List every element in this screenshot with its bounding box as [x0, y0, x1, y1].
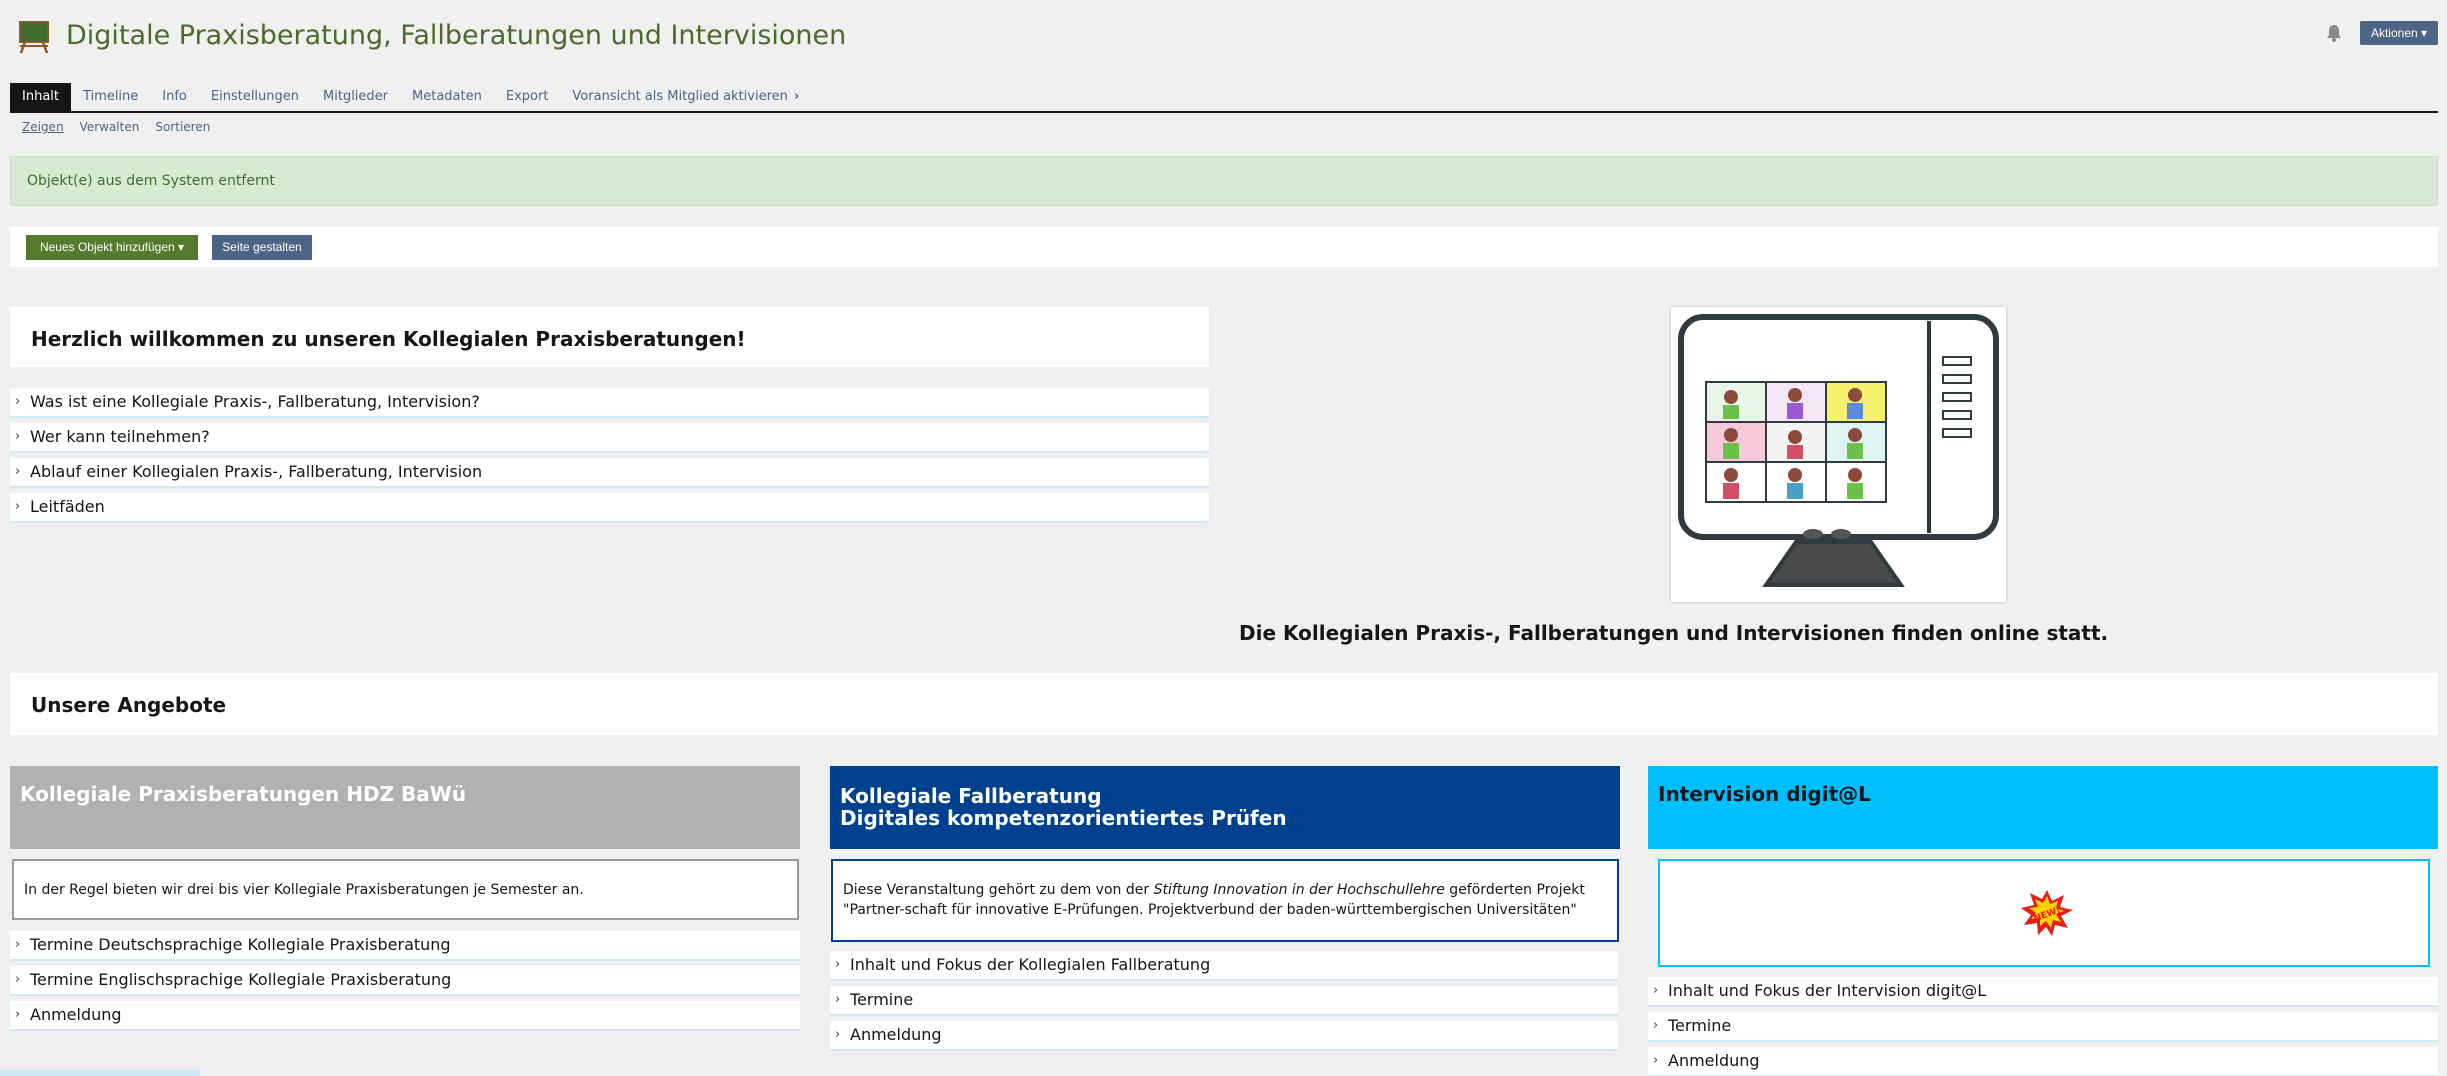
classroom-icon — [17, 20, 51, 54]
accordion-label: Anmeldung — [1668, 1051, 1760, 1070]
accordion-item[interactable] — [1648, 977, 2438, 1007]
monitor-drawing — [1671, 307, 2006, 602]
welcome-title: Herzlich willkommen zu unseren Kollegialen Praxisberatungen! — [31, 327, 746, 351]
design-page-button[interactable]: Seite gestalten — [212, 235, 312, 260]
chevron-right-icon: › — [835, 1027, 841, 1042]
accordion-item[interactable] — [1648, 1047, 2438, 1076]
chevron-right-icon: › — [15, 394, 21, 409]
tab-timeline[interactable]: Timeline — [83, 89, 139, 104]
chevron-right-icon: › — [835, 957, 841, 972]
chevron-right-icon: › — [1653, 983, 1659, 998]
accordion-item[interactable] — [10, 493, 1209, 523]
accordion-item[interactable] — [1648, 1012, 2438, 1042]
add-new-object-button[interactable]: Neues Objekt hinzufügen ▾ — [26, 235, 198, 260]
accordion-label: Termine — [850, 990, 914, 1009]
accordion-label: Termine — [1668, 1016, 1732, 1035]
actions-dropdown-button[interactable]: Aktionen ▾ — [2360, 21, 2438, 45]
offer-heading-line: Kollegiale Fallberatung — [840, 784, 1102, 808]
tab-export[interactable]: Export — [505, 89, 549, 104]
tab-einstellungen[interactable]: Einstellungen — [210, 89, 300, 104]
online-meeting-illustration — [1671, 307, 2006, 602]
chevron-right-icon: › — [1653, 1018, 1659, 1033]
chevron-right-icon: › — [15, 429, 21, 444]
chevron-right-icon: › — [15, 464, 21, 479]
description-text: Diese Veranstaltung gehört zu dem von der — [843, 882, 1154, 898]
chevron-right-icon: › — [15, 972, 21, 987]
accordion-label: Anmeldung — [30, 1005, 122, 1024]
chevron-right-icon: › — [15, 937, 21, 952]
page-title: Digitale Praxisberatung, Fallberatungen und Intervisionen — [66, 20, 847, 51]
welcome-block — [10, 307, 1209, 367]
offer-description: In der Regel bieten wir drei bis vier Kollegiale Praxisberatungen je Semester an. — [12, 859, 799, 920]
new-badge-box — [1658, 859, 2430, 967]
accordion-label: Wer kann teilnehmen? — [30, 427, 210, 446]
main-tabs — [10, 83, 2438, 113]
tab-mitglieder[interactable]: Mitglieder — [323, 89, 389, 104]
tab-voransicht-label: Voransicht als Mitglied aktivieren — [572, 89, 788, 104]
accordion-label: Ablauf einer Kollegialen Praxis-, Fallberatung, Intervision — [30, 462, 483, 481]
offer-heading-line: Digitales kompetenzorientiertes Prüfen — [840, 806, 1287, 830]
accordion-label: Termine Englischsprachige Kollegiale Praxisberatung — [30, 970, 452, 989]
accordion-item[interactable] — [830, 951, 1618, 981]
chevron-right-icon: › — [15, 499, 21, 514]
accordion-label: Leitfäden — [30, 497, 105, 516]
horizontal-scrollbar[interactable] — [0, 1070, 200, 1076]
illustration-caption: Die Kollegialen Praxis-, Fallberatungen und Intervisionen finden online statt. — [1239, 621, 2109, 645]
success-message: Objekt(e) aus dem System entfernt — [10, 156, 2438, 206]
offer-description — [831, 859, 1619, 942]
offer-heading-intervision — [1648, 766, 2438, 849]
tab-inhalt[interactable]: Inhalt — [10, 83, 71, 111]
header — [0, 0, 2447, 80]
chevron-right-icon: › — [835, 992, 841, 1007]
offer-heading-fallberatung — [830, 766, 1620, 849]
toolbar — [10, 227, 2438, 267]
bell-icon[interactable] — [2326, 24, 2342, 42]
accordion-item[interactable] — [830, 1021, 1618, 1051]
offer-heading-line: Intervision digit@L — [1658, 782, 1871, 806]
tab-metadaten[interactable]: Metadaten — [412, 89, 482, 104]
tab-info[interactable]: Info — [162, 89, 187, 104]
offer-heading-line: Kollegiale Praxisberatungen HDZ BaWü — [20, 782, 467, 806]
offer-heading-praxisberatungen — [10, 766, 800, 849]
accordion-label: Termine Deutschsprachige Kollegiale Praxisberatung — [30, 935, 451, 954]
accordion-label: Inhalt und Fokus der Kollegialen Fallberatung — [850, 955, 1211, 974]
chevron-right-icon: › — [1653, 1053, 1659, 1068]
new-badge-text: NEW! — [2032, 905, 2063, 925]
accordion-label: Anmeldung — [850, 1025, 942, 1044]
accordion-item[interactable] — [830, 986, 1618, 1016]
subtab-sortieren[interactable]: Sortieren — [155, 120, 211, 134]
accordion-label: Was ist eine Kollegiale Praxis-, Fallberatung, Intervision? — [30, 392, 480, 411]
accordion-label: Inhalt und Fokus der Intervision digit@L — [1668, 981, 1987, 1000]
description-emphasis: Stiftung Innovation in der Hochschullehre — [1153, 882, 1445, 898]
new-badge-icon — [2021, 890, 2073, 936]
accordion-item[interactable] — [10, 458, 1209, 488]
accordion-item[interactable] — [10, 423, 1209, 453]
tab-voransicht[interactable] — [560, 83, 811, 111]
accordion-item[interactable] — [10, 1001, 800, 1031]
accordion-item[interactable] — [10, 388, 1209, 418]
chevron-right-icon: › — [15, 1007, 21, 1022]
offers-block — [10, 673, 2438, 735]
accordion-item[interactable] — [10, 966, 800, 996]
offers-title: Unsere Angebote — [31, 693, 227, 717]
description-text: geförderten Projekt "Partner-schaft für innovative E-Prüfungen. Projektverbund der baden-württembergischen Universitäten" — [843, 882, 1585, 918]
subtab-verwalten[interactable]: Verwalten — [79, 120, 140, 134]
chevron-right-icon: › — [793, 89, 800, 104]
sub-tabs — [22, 120, 210, 134]
accordion-item[interactable] — [10, 931, 800, 961]
subtab-zeigen[interactable]: Zeigen — [22, 120, 64, 134]
